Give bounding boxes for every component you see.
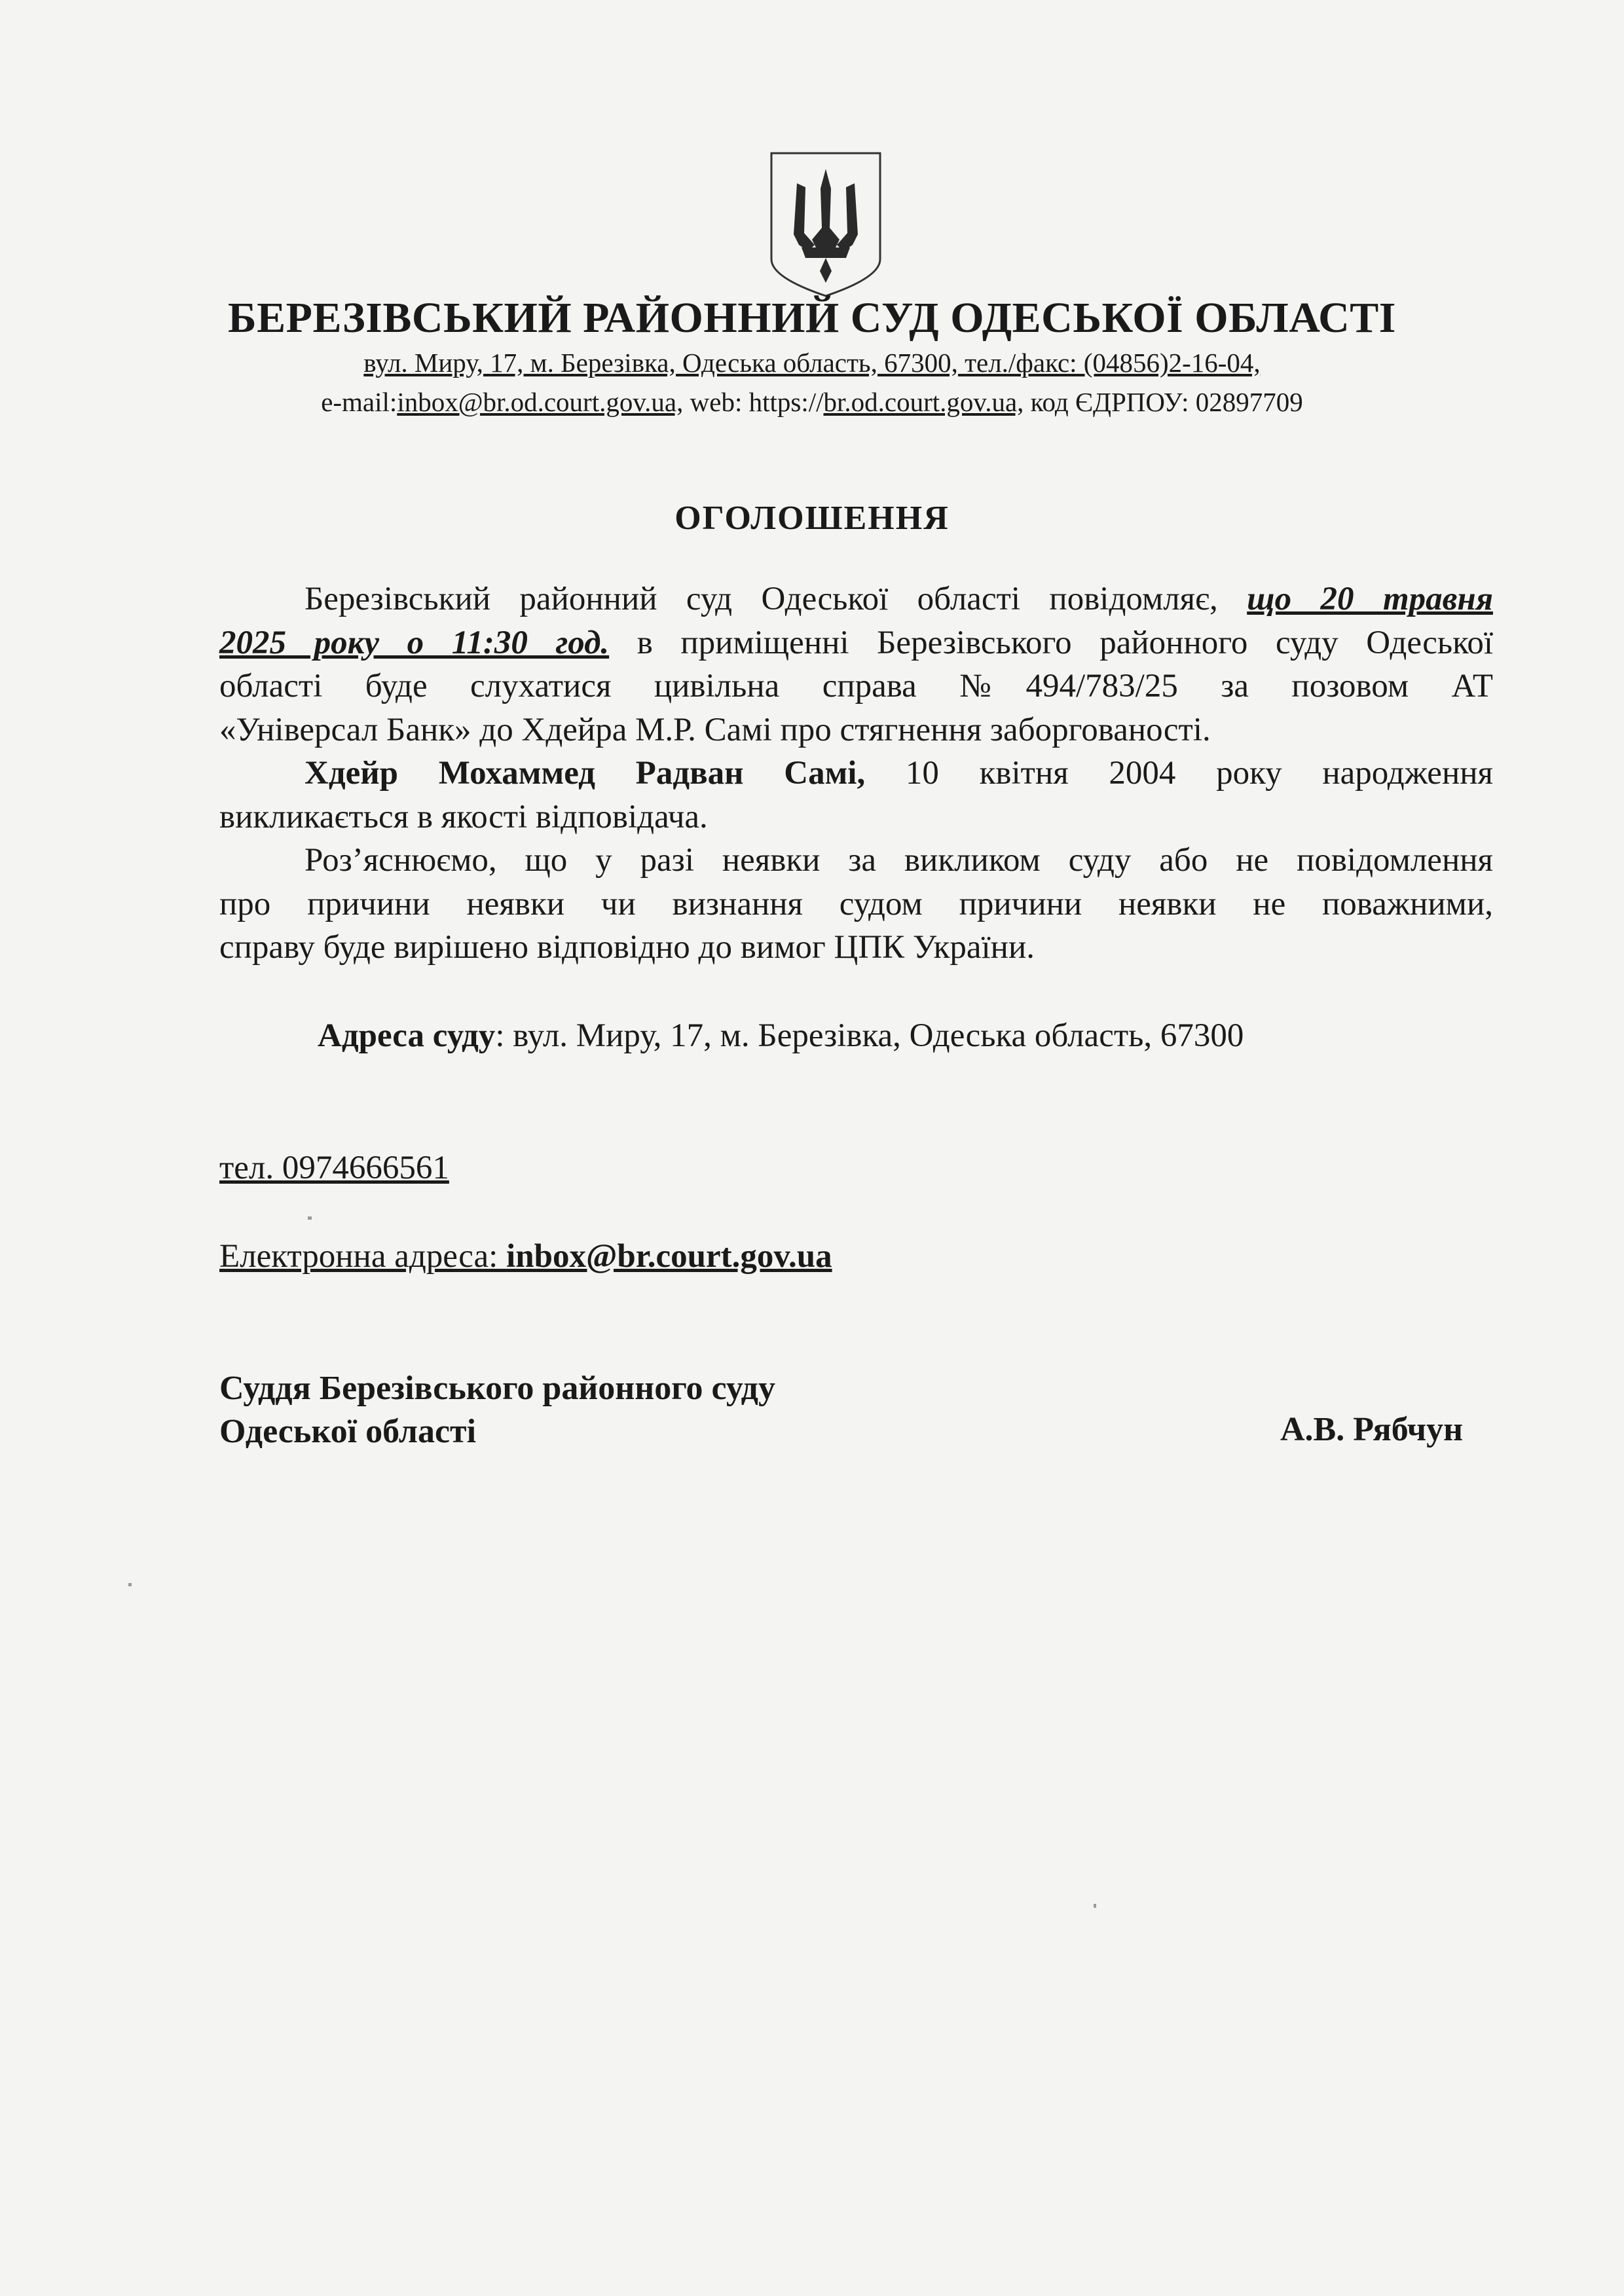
text-span: в приміщенні Березівського районного суду Одеської [609,624,1493,661]
announcement-paragraph [219,577,1493,752]
contact-email-link[interactable]: inbox@br.court.gov.ua [506,1238,832,1275]
court-web-link[interactable]: br.od.court.gov.ua, [823,387,1024,417]
address-label: Адреса суду [318,1017,496,1054]
court-name: БЕРЕЗІВСЬКИЙ РАЙОННИЙ СУД ОДЕСЬКОЇ ОБЛАСТІ [228,294,1396,342]
edrpou-code: код ЄДРПОУ: 02897709 [1024,387,1303,417]
coat-of-arms-icon [767,149,884,300]
court-contact-online [0,386,1624,418]
defendant-name: Хдейр Мохаммед Радван Самі, [304,755,866,792]
paragraph-line: Роз’яснюємо, що у разі неявки за викликом суду або не повідомлення [304,842,1493,879]
paragraph-line: «Універсал Банк» до Хдейра М.Р. Самі про стягнення заборгованості. [219,711,1211,748]
scan-speck [308,1216,312,1220]
court-address-line [318,1017,1244,1055]
scan-speck [1094,1904,1096,1908]
contact-phone: тел. 0974666561 [219,1150,449,1186]
defendant-paragraph [219,752,1493,839]
hearing-date: що 20 травня [1247,581,1493,617]
contact-email-line [219,1237,832,1275]
court-contact-address [0,347,1624,378]
paragraph-line: про причини неявки чи визнання судом причини неявки не поважними, [219,885,1493,922]
email-label: e-mail: [321,387,397,417]
paragraph-line: справу буде вирішено відповідно до вимог ЦПК України. [219,929,1035,966]
paragraph-line [219,577,1493,621]
court-address-text: вул. Миру, 17, м. Березівка, Одеська область, 67300, тел./факс: (04856)2-16-04, [363,348,1261,378]
scan-speck [128,1583,132,1586]
judge-title [219,1367,775,1453]
paragraph-line: області буде слухатися цивільна справа №494/783/25 за позовом АТ [219,668,1493,704]
text-span: Березівський районний суд Одеської області повідомляє, [304,581,1247,617]
paragraph-line: викликається в якості відповідача. [219,798,708,835]
email-line-label: Електронна адреса: [219,1238,507,1275]
judge-title-line: Одеської області [219,1413,477,1450]
paragraph-line [219,621,1493,665]
paragraph-line [219,752,1493,795]
judge-title-line: Суддя Березівського районного суду [219,1370,775,1407]
text-span: 10 квітня 2004 року народження [865,755,1493,792]
address-value: : вул. Миру, 17, м. Березівка, Одеська область, 67300 [495,1017,1244,1054]
judge-name: А.В. Рябчун [1280,1411,1464,1448]
court-email-link[interactable]: inbox@br.od.court.gov.ua, [397,387,684,417]
document-title: ОГОЛОШЕННЯ [674,500,950,537]
hearing-time: 2025 року о 11:30 год. [219,624,610,661]
explanation-paragraph [219,839,1493,970]
web-label: web: https:// [683,387,824,417]
